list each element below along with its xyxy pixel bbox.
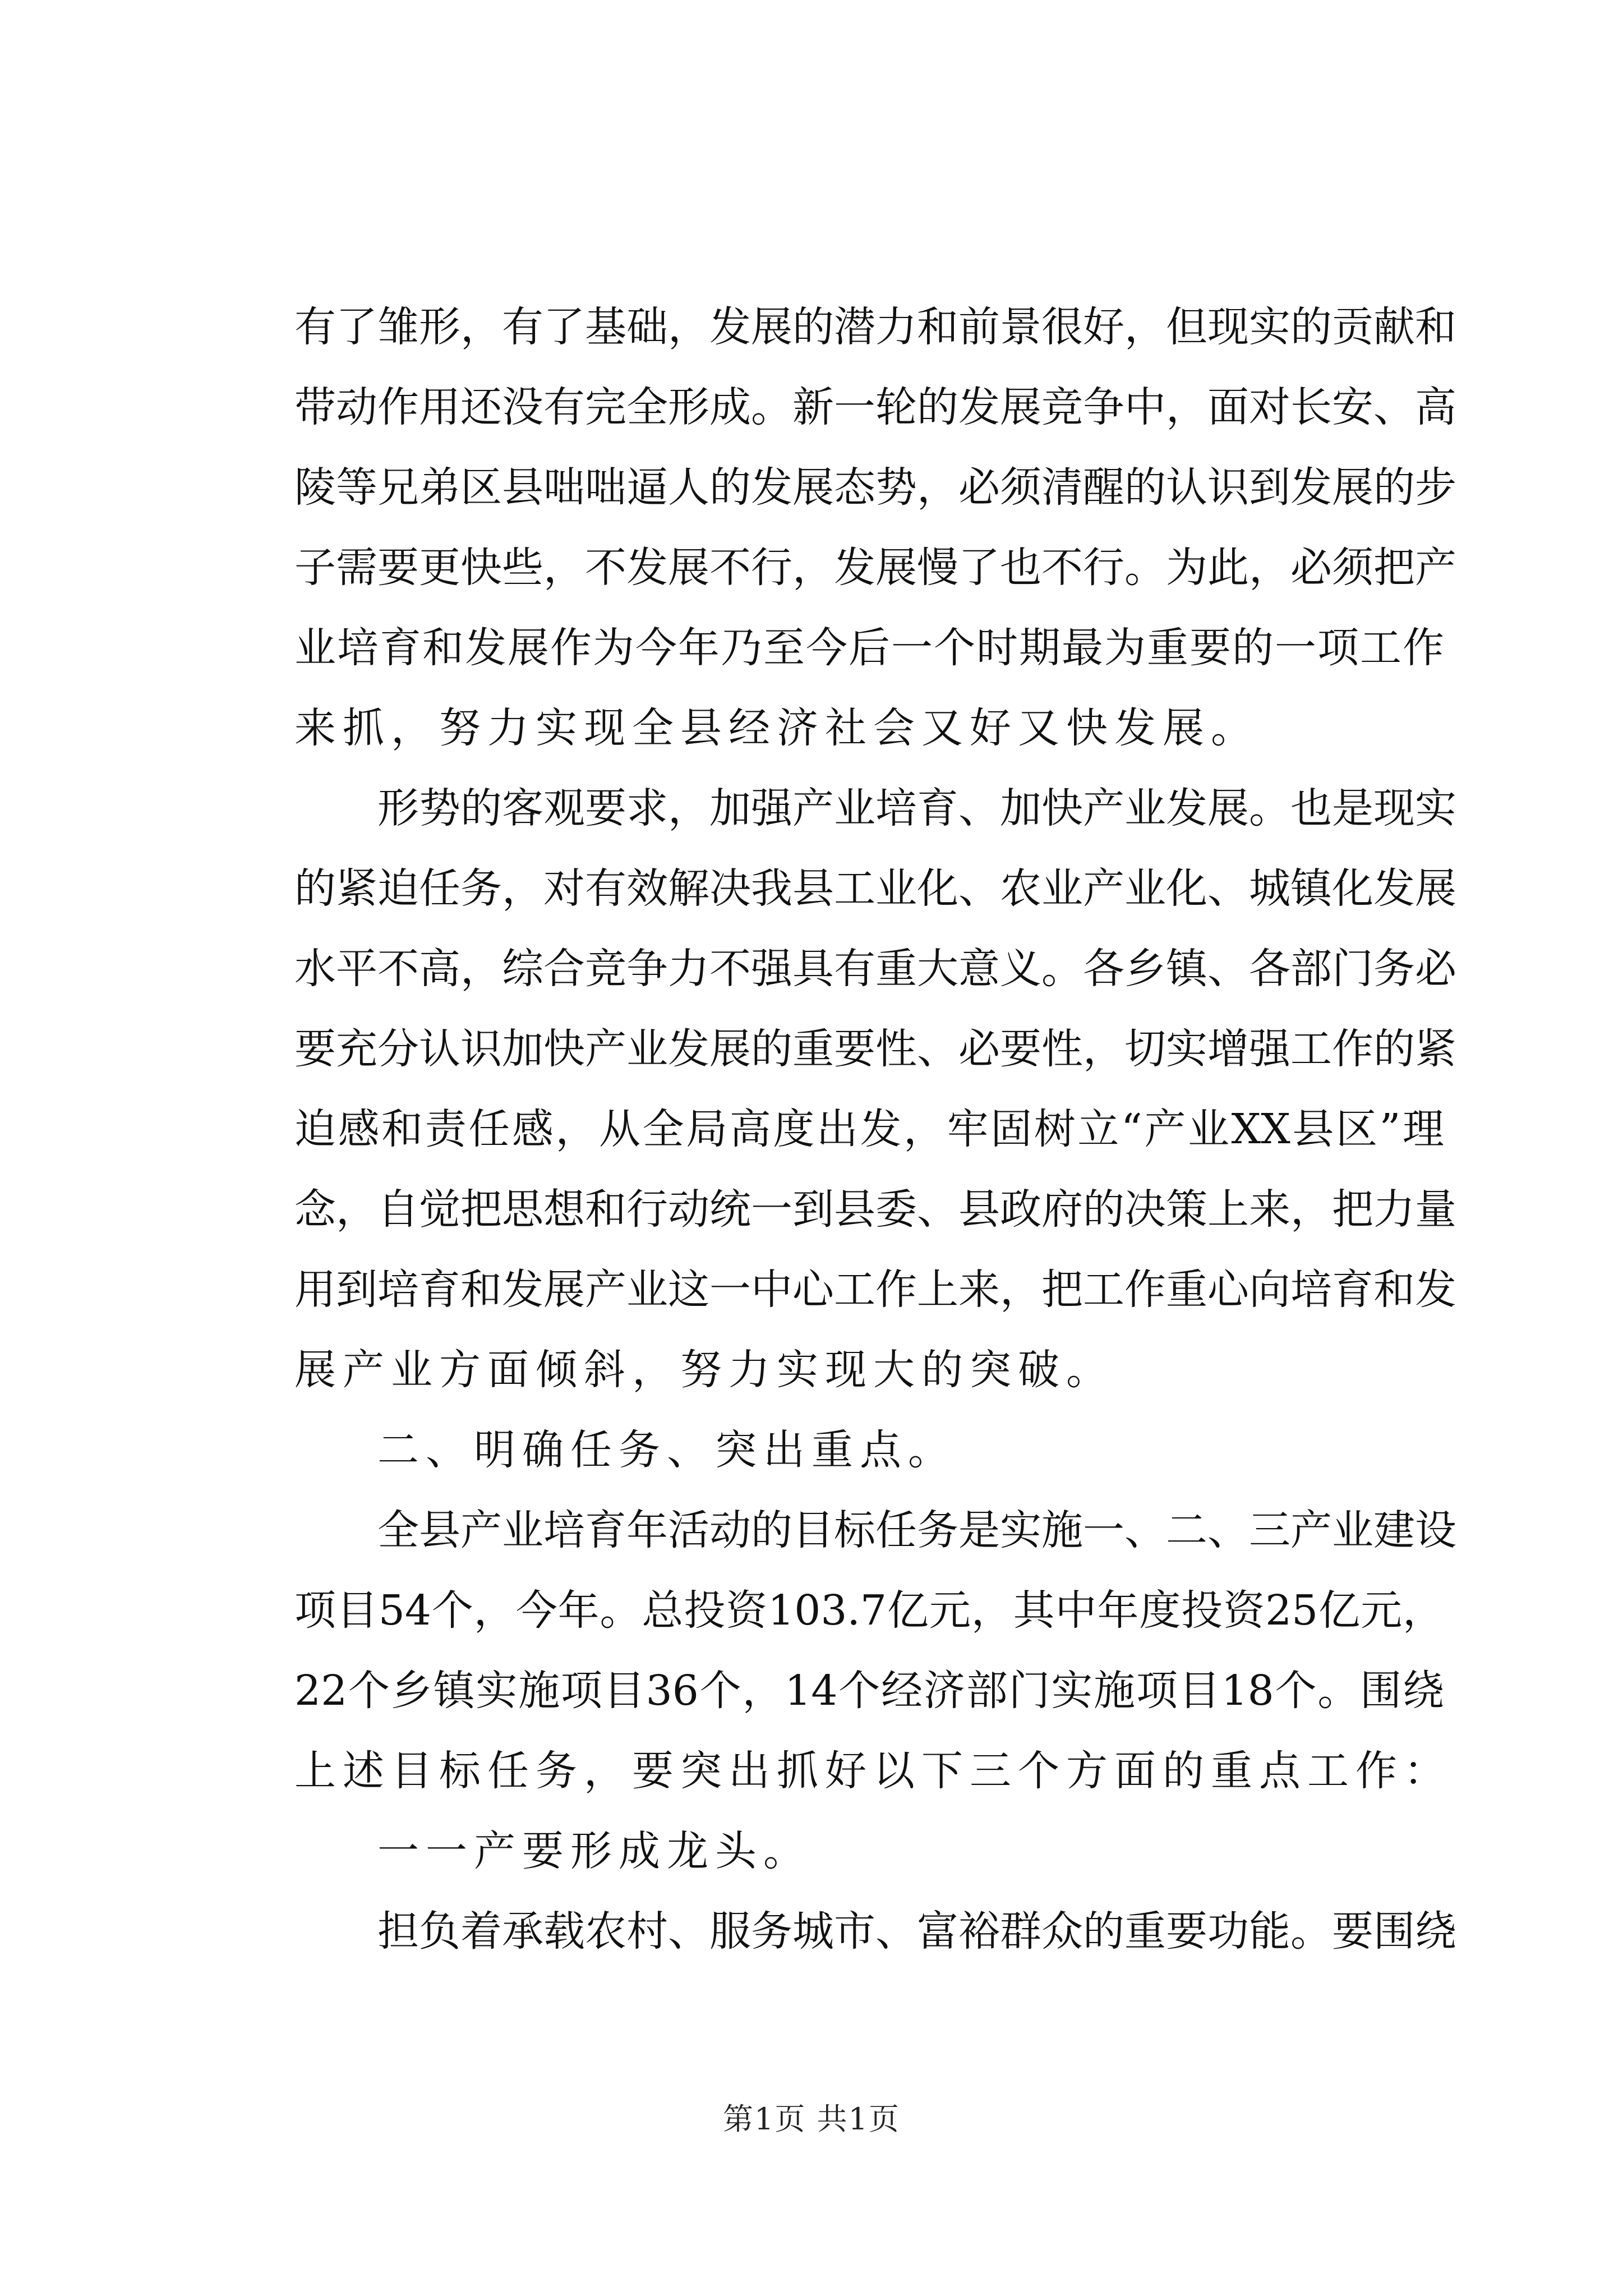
page-footer: 第1页 共1页 [723,2101,900,2137]
text-line: 用到培育和发展产业这一中心工作上来，把工作重心向培育和发 [294,1266,1456,1314]
text-line: 要充分认识加快产业发展的重要性、必要性，切实增强工作的紧 [294,1025,1456,1073]
text-line: 22个乡镇实施项目36个，14个经济部门实施项目18个。围绕 [294,1667,1444,1715]
text-line: 全县产业培育年活动的目标任务是实施一、二、三产业建设 [377,1506,1456,1554]
subsection-heading: 一一产要形成龙头。 [377,1827,811,1875]
text-line: 上述目标任务，要突出抓好以下三个方面的重点工作： [294,1747,1452,1795]
text-line: 的紧迫任务，对有效解决我县工业化、农业产业化、城镇化发展 [294,864,1456,913]
text-line: 项目54个，今年。总投资103.7亿元，其中年度投资25亿元， [294,1586,1444,1635]
text-line: 子需要更快些，不发展不行，发展慢了也不行。为此，必须把产 [294,544,1456,592]
text-line: 陵等兄弟区县咄咄逼人的发展态势，必须清醒的认识到发展的步 [294,463,1456,512]
text-line: 来抓，努力实现全县经济社会又好又快发展。 [294,704,1259,752]
text-line: 带动作用还没有完全形成。新一轮的发展竞争中，面对长安、高 [294,383,1456,431]
text-line: 担负着承载农村、服务城市、富裕群众的重要功能。要围绕 [377,1907,1456,1955]
text-line: 迫感和责任感，从全局高度出发，牢固树立“产业XX县区”理 [294,1105,1444,1153]
text-line: 业培育和发展作为今年乃至今后一个时期最为重要的一项工作 [294,624,1444,672]
text-line: 念，自觉把思想和行动统一到县委、县政府的决策上来，把力量 [294,1185,1456,1234]
text-line: 水平不高，综合竞争力不强具有重大意义。各乡镇、各部门务必 [294,945,1456,993]
text-line: 形势的客观要求，加强产业培育、加快产业发展。也是现实 [377,784,1456,832]
document-body [294,287,1456,1972]
text-line: 有了雏形，有了基础，发展的潜力和前景很好，但现实的贡献和 [294,303,1456,351]
text-line: 展产业方面倾斜，努力实现大的突破。 [294,1346,1114,1394]
section-heading: 二、明确任务、突出重点。 [377,1426,956,1474]
